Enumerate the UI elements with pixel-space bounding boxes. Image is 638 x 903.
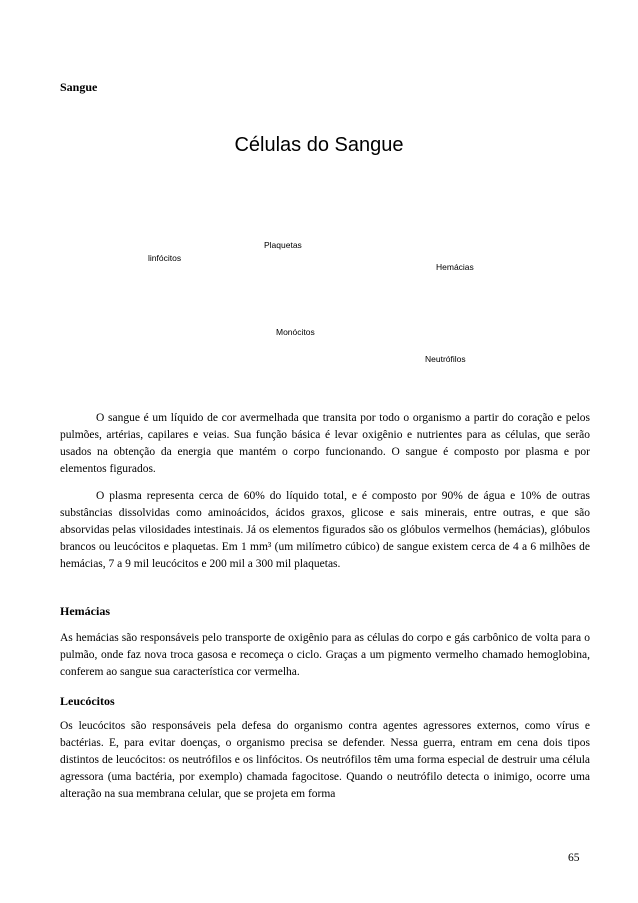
label-neutrofilos: Neutrófilos	[425, 354, 466, 364]
hemacias-paragraph	[60, 630, 590, 681]
plasma-paragraph	[60, 488, 590, 573]
label-plaquetas: Plaquetas	[264, 240, 302, 250]
figure-title: Células do Sangue	[234, 134, 404, 156]
intro-paragraph	[60, 410, 590, 478]
leucocitos-paragraph	[60, 718, 590, 803]
label-linfocitos: linfócitos	[148, 253, 182, 263]
label-monocitos: Monócitos	[276, 327, 315, 337]
hemacias-heading: Hemácias	[60, 604, 110, 618]
label-hemacias: Hemácias	[436, 262, 474, 272]
leucocitos-heading: Leucócitos	[60, 694, 115, 708]
intro-text: O sangue é um líquido de cor avermelhada que transita por todo o organismo a partir do coração e pelos pulmões, artérias, capilares e veias. Sua função básica é levar oxigênio e nutrientes para as células, que serão usados na obtenção da energia que mantém o corpo funcionando. O sangue é composto por plasma e por elementos figurados.	[60, 412, 590, 475]
leucocitos-text: Os leucócitos são responsáveis pela defesa do organismo contra agentes agressores externos, como vírus e bactérias. E, para evitar doenças, o organismo precisa se defender. Nessa guerra, entram em cena dois tipos distintos de leucócitos: os neutrófilos e os linfócitos. Os neutrófilos têm uma forma especial de destruir uma célula agressora (uma bactéria, por exemplo) chamada fagocitose. Quando o neutrófilo detecta o inimigo, ocorre uma alteração na sua membrana celular, que se projeta em forma	[60, 720, 590, 800]
plasma-text: O plasma representa cerca de 60% do líquido total, e é composto por 90% de água e 10% de outras substâncias dissolvidas como aminoácidos, ácidos graxos, glicose e sais minerais, entre outras, e que são absorvidas pelas vilosidades intestinais. Já os elementos figurados são os glóbulos vermelhos (hemácias), glóbulos brancos ou leucócitos e plaquetas. Em 1 mm³ (um milímetro cúbico) de sangue existem cerca de 4 a 6 milhões de hemácias, 7 a 9 mil leucócitos e 200 mil a 300 mil plaquetas.	[60, 490, 590, 570]
section-label: Sangue	[60, 80, 98, 94]
hemacias-text: As hemácias são responsáveis pelo transporte de oxigênio para as células do corpo e gás carbônico de volta para o pulmão, onde faz nova troca gasosa e recomeça o ciclo. Graças a um pigmento vermelho chamado hemoglobina, conferem ao sangue sua característica cor vermelha.	[60, 632, 590, 678]
page-number: 65	[568, 852, 580, 864]
blood-cells-figure	[0, 120, 638, 380]
